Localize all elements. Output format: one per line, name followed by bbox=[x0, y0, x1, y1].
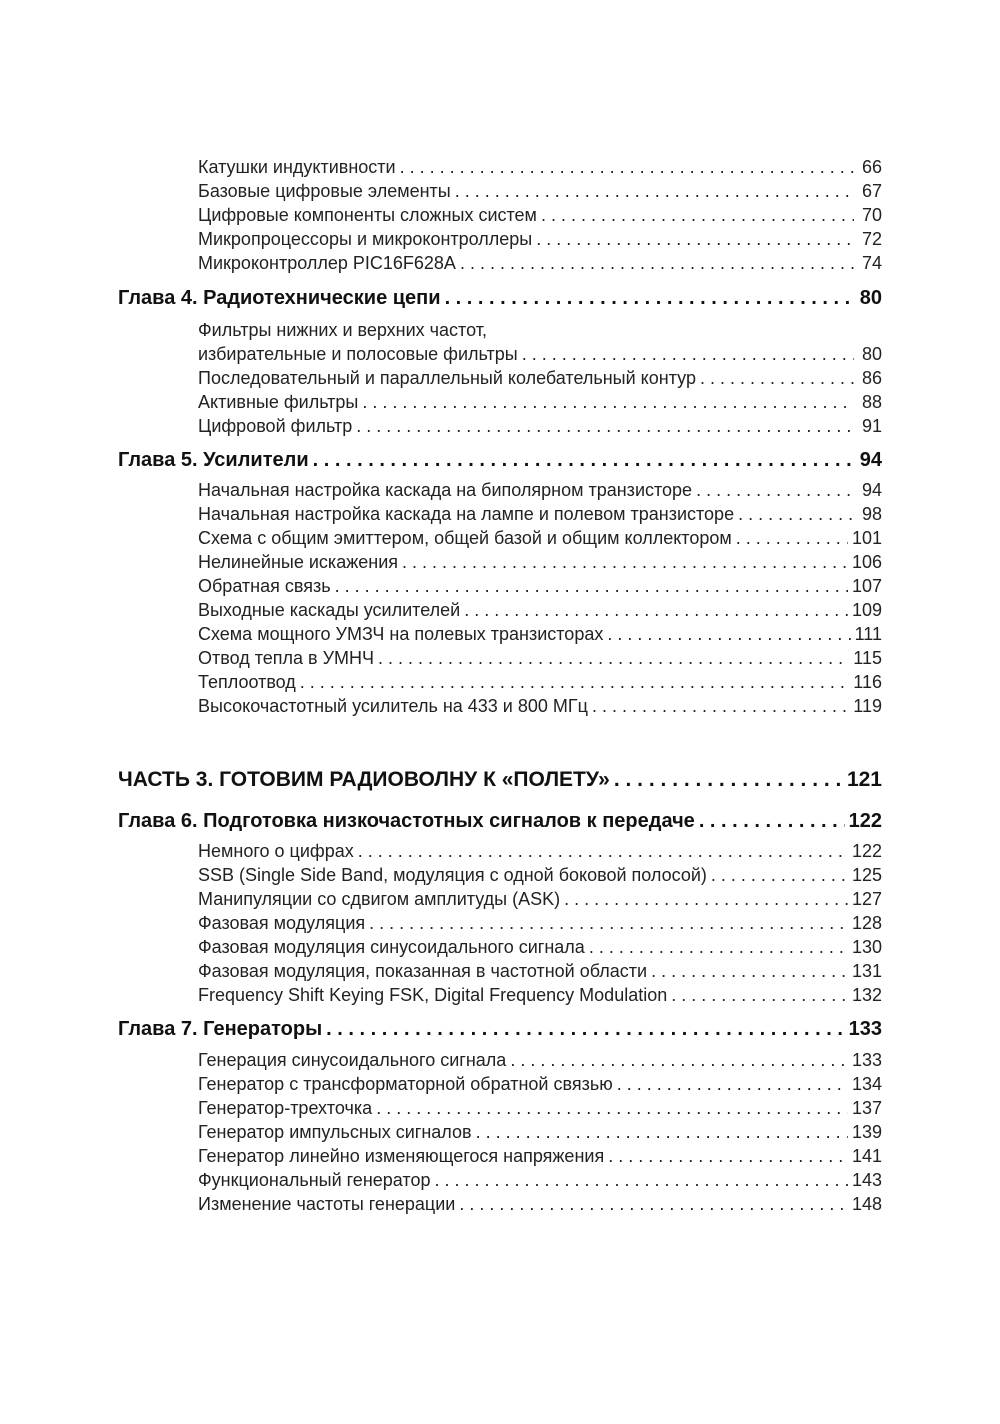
toc-entry[interactable] bbox=[198, 366, 882, 390]
toc-entry[interactable] bbox=[198, 155, 882, 179]
toc-entry-title: Цифровой фильтр bbox=[198, 416, 353, 436]
toc-entry-page: 80 bbox=[861, 344, 882, 364]
toc-entry[interactable] bbox=[198, 983, 882, 1007]
toc-entry[interactable] bbox=[198, 598, 882, 622]
toc-entry-page: 132 bbox=[851, 985, 882, 1005]
toc-entry-title: Схема с общим эмиттером, общей базой и общим коллектором bbox=[198, 528, 732, 548]
toc-entry-title: Генератор линейно изменяющегося напряжения bbox=[198, 1146, 605, 1166]
toc-entry[interactable] bbox=[198, 622, 882, 646]
toc-chapter-heading[interactable] bbox=[118, 284, 882, 312]
chapter-title: Глава 5. Усилители bbox=[118, 449, 309, 471]
toc-entry-page: 91 bbox=[861, 416, 882, 436]
toc-entry-page: 98 bbox=[861, 504, 882, 524]
toc-part-heading[interactable] bbox=[118, 765, 882, 795]
dot-leader bbox=[711, 863, 848, 887]
dot-leader bbox=[522, 342, 854, 366]
toc-entry-title: Высокочастотный усилитель на 433 и 800 МГц bbox=[198, 696, 588, 716]
dot-leader bbox=[607, 622, 850, 646]
toc-entry-page: 70 bbox=[861, 205, 882, 225]
dot-leader bbox=[614, 765, 843, 795]
toc-entry-page: 111 bbox=[854, 624, 882, 644]
toc-entry-page: 130 bbox=[851, 937, 882, 957]
dot-leader bbox=[326, 1015, 844, 1043]
toc-entry[interactable] bbox=[198, 839, 882, 863]
toc-entry-title: Манипуляции со сдвигом амплитуды (ASK) bbox=[198, 889, 561, 909]
dot-leader bbox=[378, 646, 849, 670]
toc-entry-title: Нелинейные искажения bbox=[198, 552, 398, 572]
toc-entry-page: 133 bbox=[851, 1050, 882, 1070]
toc-entry-title: Генератор импульсных сигналов bbox=[198, 1122, 472, 1142]
toc-entry-first-line[interactable]: Фильтры нижних и верхних частот, bbox=[198, 320, 487, 340]
dot-leader bbox=[671, 983, 848, 1007]
toc-entry[interactable] bbox=[198, 935, 882, 959]
toc-entry-title: Начальная настройка каскада на биполярном транзисторе bbox=[198, 480, 693, 500]
toc-entry-page: 101 bbox=[851, 528, 882, 548]
toc-entry-page: 74 bbox=[861, 253, 882, 273]
dot-leader bbox=[445, 284, 854, 312]
dot-leader bbox=[313, 446, 854, 474]
dot-leader bbox=[402, 550, 848, 574]
toc-entry-page: 139 bbox=[851, 1122, 882, 1142]
toc-entry[interactable] bbox=[198, 227, 882, 251]
dot-leader bbox=[608, 1144, 848, 1168]
toc-entry-title: Функциональный генератор bbox=[198, 1170, 431, 1190]
toc-entry-page: 66 bbox=[861, 157, 882, 177]
toc-entry[interactable] bbox=[198, 526, 882, 550]
toc-entry[interactable] bbox=[198, 1144, 882, 1168]
toc-entry[interactable] bbox=[198, 1072, 882, 1096]
toc-entry-title: Отвод тепла в УМНЧ bbox=[198, 648, 375, 668]
toc-entry-page: 72 bbox=[861, 229, 882, 249]
toc-entry-page: 67 bbox=[861, 181, 882, 201]
dot-leader bbox=[541, 203, 854, 227]
chapter-page: 133 bbox=[848, 1018, 882, 1040]
chapter-page: 122 bbox=[848, 810, 882, 832]
toc-chapter-heading[interactable] bbox=[118, 1015, 882, 1043]
toc-entry-title: Фазовая модуляция, показанная в частотной области bbox=[198, 961, 648, 981]
dot-leader bbox=[617, 1072, 848, 1096]
toc-entry[interactable] bbox=[198, 863, 882, 887]
toc-entry[interactable] bbox=[198, 694, 882, 718]
dot-leader bbox=[376, 1096, 848, 1120]
toc-entry-title: Выходные каскады усилителей bbox=[198, 600, 461, 620]
toc-entry-title: Катушки индуктивности bbox=[198, 157, 396, 177]
toc-entry-title: Активные фильтры bbox=[198, 392, 359, 412]
toc-entry-page: 128 bbox=[851, 913, 882, 933]
dot-leader bbox=[699, 807, 845, 835]
toc-entry[interactable] bbox=[198, 342, 882, 366]
chapter-title: Глава 6. Подготовка низкочастотных сигналов к передаче bbox=[118, 810, 695, 832]
toc-entry-title: SSB (Single Side Band, модуляция с одной боковой полосой) bbox=[198, 865, 707, 885]
toc-entry-page: 125 bbox=[851, 865, 882, 885]
toc-entry-title: Изменение частоты генерации bbox=[198, 1194, 456, 1214]
toc-entry-title: Теплоотвод bbox=[198, 672, 296, 692]
chapter-page: 94 bbox=[859, 449, 882, 471]
toc-entry-page: 109 bbox=[851, 600, 882, 620]
toc-entry[interactable] bbox=[198, 414, 882, 438]
dot-leader bbox=[464, 598, 848, 622]
toc-entry-page: 107 bbox=[851, 576, 882, 596]
toc-entry-title: Frequency Shift Keying FSK, Digital Frequency Modulation bbox=[198, 985, 668, 1005]
toc-chapter-heading[interactable] bbox=[118, 446, 882, 474]
chapter-page: 80 bbox=[859, 287, 882, 309]
dot-leader bbox=[300, 670, 850, 694]
toc-entry-page: 148 bbox=[851, 1194, 882, 1214]
toc-entry[interactable] bbox=[198, 203, 882, 227]
toc-entry-page: 131 bbox=[851, 961, 882, 981]
toc-entry[interactable] bbox=[198, 1120, 882, 1144]
dot-leader bbox=[510, 1048, 848, 1072]
dot-leader bbox=[696, 478, 854, 502]
toc-entry-title: Немного о цифрах bbox=[198, 841, 354, 861]
toc-entry[interactable] bbox=[198, 1168, 882, 1192]
dot-leader bbox=[459, 1192, 848, 1216]
toc-entry-title: Микроконтроллер PIC16F628A bbox=[198, 253, 456, 273]
toc-entry[interactable] bbox=[198, 1192, 882, 1216]
toc-entry[interactable] bbox=[198, 478, 882, 502]
dot-leader bbox=[589, 935, 848, 959]
toc-entry-page: 119 bbox=[853, 696, 882, 716]
toc-entry-page: 127 bbox=[851, 889, 882, 909]
dot-leader bbox=[335, 574, 848, 598]
toc-entry-page: 143 bbox=[851, 1170, 882, 1190]
toc-entry-title: Фазовая модуляция синусоидального сигнала bbox=[198, 937, 585, 957]
toc-entry[interactable] bbox=[198, 574, 882, 598]
part-title: ЧАСТЬ 3. ГОТОВИМ РАДИОВОЛНУ К «ПОЛЕТУ» bbox=[118, 768, 610, 791]
dot-leader bbox=[651, 959, 848, 983]
chapter-title: Глава 7. Генераторы bbox=[118, 1018, 323, 1040]
chapter-title: Глава 4. Радиотехнические цепи bbox=[118, 287, 441, 309]
toc-chapter-heading[interactable] bbox=[118, 807, 882, 835]
dot-leader bbox=[736, 526, 848, 550]
dot-leader bbox=[564, 887, 848, 911]
dot-leader bbox=[536, 227, 854, 251]
toc-entry-title: Цифровые компоненты сложных систем bbox=[198, 205, 537, 225]
toc-entry-title: избирательные и полосовые фильтры bbox=[198, 344, 518, 364]
toc-entry-title: Генератор-трехточка bbox=[198, 1098, 373, 1118]
dot-leader bbox=[455, 179, 854, 203]
dot-leader bbox=[592, 694, 849, 718]
toc-entry-page: 106 bbox=[851, 552, 882, 572]
dot-leader bbox=[362, 390, 854, 414]
toc-entry[interactable] bbox=[198, 390, 882, 414]
toc-entry-title: Схема мощного УМЗЧ на полевых транзисторах bbox=[198, 624, 604, 644]
toc-entry-title: Генерация синусоидального сигнала bbox=[198, 1050, 507, 1070]
toc-entry[interactable] bbox=[198, 550, 882, 574]
toc-entry-page: 141 bbox=[851, 1146, 882, 1166]
toc-entry-page: 94 bbox=[861, 480, 882, 500]
dot-leader bbox=[460, 251, 854, 275]
toc-entry-title: Микропроцессоры и микроконтроллеры bbox=[198, 229, 533, 249]
toc-entry[interactable] bbox=[198, 887, 882, 911]
toc-entry-page: 115 bbox=[853, 648, 882, 668]
toc-entry[interactable] bbox=[198, 646, 882, 670]
part-page: 121 bbox=[846, 768, 882, 791]
dot-leader bbox=[358, 839, 848, 863]
toc-entry-title: Начальная настройка каскада на лампе и полевом транзисторе bbox=[198, 504, 735, 524]
toc-entry-title: Генератор с трансформаторной обратной связью bbox=[198, 1074, 613, 1094]
toc-entry[interactable] bbox=[198, 179, 882, 203]
toc-entry[interactable] bbox=[198, 911, 882, 935]
toc-entry[interactable] bbox=[198, 1096, 882, 1120]
toc-entry-page: 122 bbox=[851, 841, 882, 861]
toc-entry[interactable] bbox=[198, 502, 882, 526]
dot-leader bbox=[476, 1120, 848, 1144]
toc-entry-title: Фазовая модуляция bbox=[198, 913, 366, 933]
toc-entry-page: 137 bbox=[851, 1098, 882, 1118]
toc-entry-title: Последовательный и параллельный колебательный контур bbox=[198, 368, 696, 388]
dot-leader bbox=[400, 155, 854, 179]
dot-leader bbox=[356, 414, 854, 438]
toc-entry-title: Базовые цифровые элементы bbox=[198, 181, 451, 201]
dot-leader bbox=[434, 1168, 847, 1192]
toc-entry-page: 116 bbox=[853, 672, 882, 692]
toc-entry[interactable] bbox=[198, 251, 882, 275]
dot-leader bbox=[738, 502, 854, 526]
dot-leader bbox=[700, 366, 854, 390]
toc-entry[interactable] bbox=[198, 959, 882, 983]
toc-entry-title: Обратная связь bbox=[198, 576, 331, 596]
toc-entry[interactable] bbox=[198, 1048, 882, 1072]
toc-entry-page: 134 bbox=[851, 1074, 882, 1094]
toc-entry-page: 86 bbox=[861, 368, 882, 388]
toc-entry-page: 88 bbox=[861, 392, 882, 412]
toc-entry[interactable] bbox=[198, 670, 882, 694]
dot-leader bbox=[369, 911, 848, 935]
